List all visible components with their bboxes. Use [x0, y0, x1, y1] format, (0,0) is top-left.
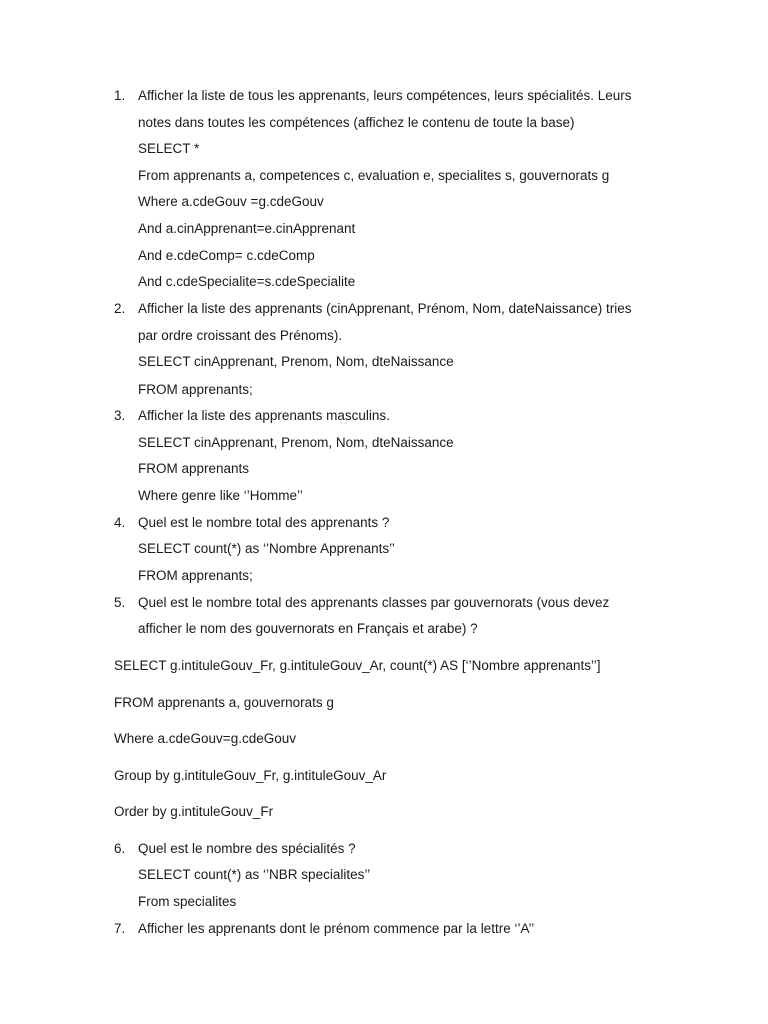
item-1-line-6: And a.cinApprenant=e.cinApprenant: [138, 221, 356, 236]
item-3-line-4: Where genre like ‘’Homme’’: [138, 488, 303, 503]
item-6-line-2: SELECT count(*) as ‘’NBR specialites’’: [138, 867, 371, 882]
item-6-number: 6.: [114, 841, 126, 856]
item-1-line-7: And e.cdeComp= c.cdeComp: [138, 248, 315, 263]
item-3-number: 3.: [114, 408, 126, 423]
item-4-number: 4.: [114, 515, 126, 530]
item-3-line-1: Afficher la liste des apprenants masculins.: [138, 408, 390, 423]
item-7-number: 7.: [114, 921, 126, 936]
item-5-line-1: Quel est le nombre total des apprenants classes par gouvernorats (vous devez: [138, 595, 610, 610]
item-4-line-2: SELECT count(*) as ‘’Nombre Apprenants’’: [138, 541, 395, 556]
item-1-number: 1.: [114, 88, 126, 103]
item-3-line-2: SELECT cinApprenant, Prenom, Nom, dteNaissance: [138, 435, 454, 450]
item-1-line-1: Afficher la liste de tous les apprenants, leurs compétences, leurs spécialités. Leurs: [138, 88, 632, 103]
item-1-line-8: And c.cdeSpecialite=s.cdeSpecialite: [138, 274, 356, 289]
item-1-line-3: SELECT *: [138, 141, 200, 156]
sql5-line-1: SELECT g.intituleGouv_Fr, g.intituleGouv_Ar, count(*) AS [‘’Nombre apprenants’’]: [114, 658, 601, 673]
item-4-line-3: FROM apprenants;: [138, 568, 253, 583]
item-1-line-5: Where a.cdeGouv =g.cdeGouv: [138, 194, 324, 209]
item-3-line-3: FROM apprenants: [138, 461, 250, 476]
sql5-line-5: Order by g.intituleGouv_Fr: [114, 804, 274, 819]
item-6-line-3: From specialites: [138, 894, 237, 909]
item-2-line-2: par ordre croissant des Prénoms).: [138, 328, 343, 343]
sql5-line-3: Where a.cdeGouv=g.cdeGouv: [114, 731, 296, 746]
item-4-line-1: Quel est le nombre total des apprenants ?: [138, 515, 390, 530]
item-2-line-4: FROM apprenants;: [138, 382, 253, 397]
item-5-line-2: afficher le nom des gouvernorats en Français et arabe) ?: [138, 621, 478, 636]
item-2-number: 2.: [114, 301, 126, 316]
sql5-line-2: FROM apprenants a, gouvernorats g: [114, 695, 334, 710]
item-2-line-1: Afficher la liste des apprenants (cinApprenant, Prénom, Nom, dateNaissance) tries: [138, 301, 632, 316]
item-5-number: 5.: [114, 595, 126, 610]
sql5-line-4: Group by g.intituleGouv_Fr, g.intituleGouv_Ar: [114, 768, 387, 783]
item-7-line-1: Afficher les apprenants dont le prénom commence par la lettre ‘’A’’: [138, 921, 535, 936]
item-6-line-1: Quel est le nombre des spécialités ?: [138, 841, 356, 856]
item-1-line-4: From apprenants a, competences c, evaluation e, specialites s, gouvernorats g: [138, 168, 610, 183]
item-1-line-2: notes dans toutes les compétences (affichez le contenu de toute la base): [138, 115, 575, 130]
item-2-line-3: SELECT cinApprenant, Prenom, Nom, dteNaissance: [138, 354, 454, 369]
